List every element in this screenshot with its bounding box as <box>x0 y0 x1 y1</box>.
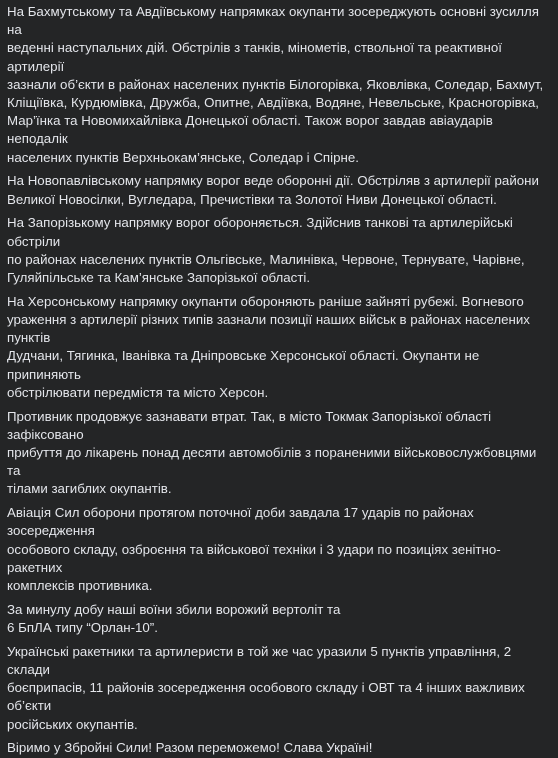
paragraph-closing-slogan: Віримо у Збройні Сили! Разом переможемо! Слава Україні! <box>7 740 373 756</box>
paragraph-zaporizhzhia: На Запорізькому напрямку ворог обороняється. Здійснив танкові та артилерійські обстріли по районах населених пунктів Ольгівське, Малинівка, Червоне, Тернувате, Чарівне, Гуляйпільське та Кам’янське Запорізької області. <box>7 215 525 286</box>
paragraph-bakhmut-avdiivka: На Бахмутському та Авдіївському напрямках окупанти зосереджують основні зусилля на веденні наступальних дій. Обстрілів з танків, мінометів, ствольної та реактивної артилерії зазнали об’єкти в районах населених пунктів Білогорівка, Яковлівка, Соледар, Бахмут, Кліщіївка, Курдюмівка, Дружба, Опитне, Авдіївка, Водяне, Невельське, Красногорівка, Мар’їнка та Новомихайлівка Донецької області. Також ворог завдав авіаударів неподалік населених пунктів Верхньокам’янське, Соледар і Спірне. <box>7 4 544 165</box>
paragraph-enemy-losses: Противник продовжує зазнавати втрат. Так, в місто Токмак Запорізької області зафіксовано прибуття до лікарень понад десяти автомобілів з пораненими військовослужбовцями та тілами загиблих окупантів. <box>7 408 537 497</box>
paragraph-novopavlivka: На Новопавлівському напрямку ворог веде оборонні дії. Обстріляв з артилерії райони Великої Новосілки, Вугледара, Пречистівки та Золотої Ниви Донецької області. <box>7 173 539 207</box>
paragraph-artillery-strikes: Українські ракетники та артилеристи в той же час уразили 5 пунктів управління, 2 склади боєприпасів, 11 районів зосередження особового складу і ОВТ та 4 інших важливих об’єкти російських окупантів. <box>7 643 525 732</box>
paragraph-shot-down: За минулу добу наші воїни збили ворожий вертоліт та 6 БпЛА типу “Орлан-10”. <box>7 601 341 636</box>
paragraph-kherson: На Херсонському напрямку окупанти обороняють раніше зайняті рубежі. Вогневого ураження з артилерії різних типів зазнали позиції наших військ в районах населених пунктів Дудчани, Тягинка, Іванівка та Дніпровське Херсонської області. Окупанти не припиняють обстрілювати передмістя та місто Херсон. <box>7 293 530 400</box>
paragraph-air-force: Авіація Сил оборони протягом поточної доби завдала 17 ударів по районах зосередження особового складу, озброєння та військової техніки і 3 удари по позиціях зенітно-ракетних комплексів противника. <box>7 505 501 594</box>
